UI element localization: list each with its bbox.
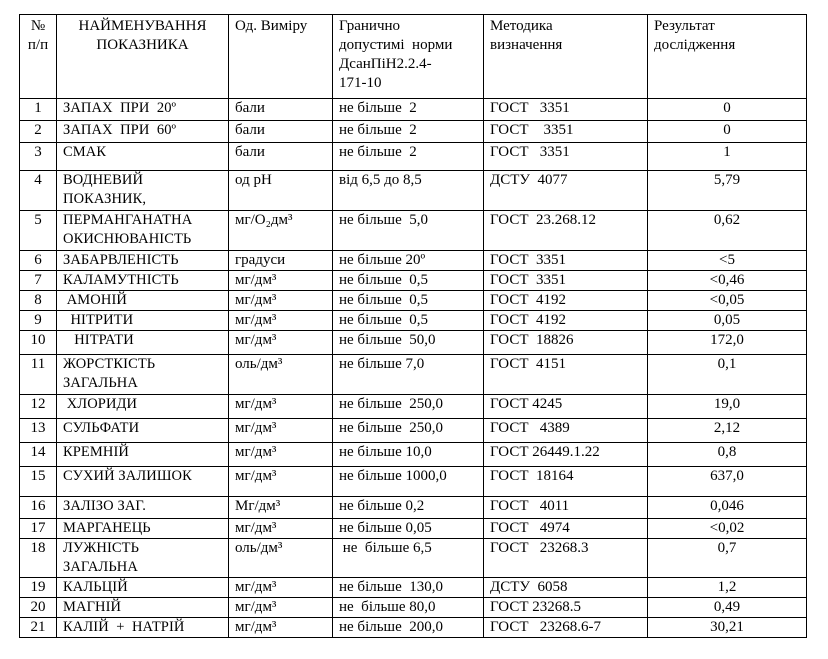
row-result: 637,0	[648, 467, 807, 497]
row-result: 2,12	[648, 419, 807, 443]
table-row	[20, 171, 807, 211]
row-indicator-name: МАГНІЙ	[57, 598, 229, 618]
row-number: 6	[20, 251, 57, 271]
row-method: ГОСТ 4974	[484, 519, 648, 539]
row-indicator-name: КРЕМНІЙ	[57, 443, 229, 467]
header-unit: Од. Виміру	[229, 15, 333, 99]
table-row	[20, 291, 807, 311]
row-unit: мг/дм³	[229, 311, 333, 331]
row-unit: Мг/дм³	[229, 497, 333, 519]
row-number: 14	[20, 443, 57, 467]
row-limit: не більше 2	[333, 121, 484, 143]
row-number: 12	[20, 395, 57, 419]
row-limit: не більше 50,0	[333, 331, 484, 355]
row-method: ГОСТ 4389	[484, 419, 648, 443]
row-number: 20	[20, 598, 57, 618]
table-row	[20, 618, 807, 638]
row-number: 2	[20, 121, 57, 143]
table-row	[20, 121, 807, 143]
row-unit: бали	[229, 99, 333, 121]
row-indicator-name: СУЛЬФАТИ	[57, 419, 229, 443]
row-number: 19	[20, 578, 57, 598]
header-indicator-name: НАЙМЕНУВАННЯ ПОКАЗНИКА	[57, 15, 229, 99]
row-indicator-name: ЗАПАХ ПРИ 60º	[57, 121, 229, 143]
row-limit: не більше 80,0	[333, 598, 484, 618]
row-result: 1	[648, 143, 807, 171]
table-row	[20, 467, 807, 497]
table-row	[20, 143, 807, 171]
table-row	[20, 539, 807, 578]
table-row	[20, 419, 807, 443]
row-indicator-name: АМОНІЙ	[57, 291, 229, 311]
row-number: 1	[20, 99, 57, 121]
row-result: <5	[648, 251, 807, 271]
row-number: 16	[20, 497, 57, 519]
row-result: 1,2	[648, 578, 807, 598]
water-analysis-table	[19, 14, 807, 638]
row-unit: мг/дм³	[229, 271, 333, 291]
row-result: 0	[648, 121, 807, 143]
row-number: 18	[20, 539, 57, 578]
row-unit: мг/дм³	[229, 419, 333, 443]
row-limit: від 6,5 до 8,5	[333, 171, 484, 211]
row-limit: не більше 10,0	[333, 443, 484, 467]
row-limit: не більше 250,0	[333, 395, 484, 419]
header-number: № п/п	[20, 15, 57, 99]
table-row	[20, 497, 807, 519]
table-row	[20, 311, 807, 331]
row-result: 0,49	[648, 598, 807, 618]
row-indicator-name: СМАК	[57, 143, 229, 171]
table-row	[20, 355, 807, 395]
row-result: <0,46	[648, 271, 807, 291]
row-limit: не більше 20º	[333, 251, 484, 271]
row-method: ГОСТ 4192	[484, 311, 648, 331]
table-row	[20, 519, 807, 539]
row-indicator-name: ПЕРМАНГАНАТНА ОКИСНЮВАНІСТЬ	[57, 211, 229, 251]
row-result: 0	[648, 99, 807, 121]
row-result: 5,79	[648, 171, 807, 211]
row-limit: не більше 200,0	[333, 618, 484, 638]
row-method: ГОСТ 3351	[484, 99, 648, 121]
table-header	[20, 15, 807, 99]
row-limit: не більше 2	[333, 99, 484, 121]
row-unit: мг/дм³	[229, 598, 333, 618]
row-method: ГОСТ 4192	[484, 291, 648, 311]
row-unit: мг/дм³	[229, 618, 333, 638]
row-limit: не більше 1000,0	[333, 467, 484, 497]
row-indicator-name: НІТРИТИ	[57, 311, 229, 331]
row-method: ГОСТ 23268.3	[484, 539, 648, 578]
row-result: 0,1	[648, 355, 807, 395]
row-limit: не більше 5,0	[333, 211, 484, 251]
table-row	[20, 271, 807, 291]
row-number: 11	[20, 355, 57, 395]
row-method: ГОСТ 18164	[484, 467, 648, 497]
row-number: 3	[20, 143, 57, 171]
row-number: 13	[20, 419, 57, 443]
row-method: ГОСТ 3351	[484, 251, 648, 271]
row-indicator-name: ХЛОРИДИ	[57, 395, 229, 419]
row-method: ГОСТ 23268.6-7	[484, 618, 648, 638]
row-indicator-name: ВОДНЕВИЙ ПОКАЗНИК,	[57, 171, 229, 211]
table-body	[20, 99, 807, 638]
row-indicator-name: ЛУЖНІСТЬ ЗАГАЛЬНА	[57, 539, 229, 578]
header-result: Результат дослідження	[648, 15, 807, 99]
row-unit: бали	[229, 121, 333, 143]
row-result: 0,046	[648, 497, 807, 519]
row-method: ГОСТ 23268.5	[484, 598, 648, 618]
row-limit: не більше 0,5	[333, 271, 484, 291]
row-limit: не більше 0,2	[333, 497, 484, 519]
row-result: 0,7	[648, 539, 807, 578]
row-limit: не більше 250,0	[333, 419, 484, 443]
row-limit: не більше 0,5	[333, 291, 484, 311]
row-indicator-name: КАЛАМУТНІСТЬ	[57, 271, 229, 291]
table-row	[20, 331, 807, 355]
row-number: 7	[20, 271, 57, 291]
row-method: ГОСТ 26449.1.22	[484, 443, 648, 467]
table-row	[20, 443, 807, 467]
row-result: 0,8	[648, 443, 807, 467]
row-limit: не більше 0,5	[333, 311, 484, 331]
row-method: ГОСТ 4151	[484, 355, 648, 395]
row-method: ГОСТ 23.268.12	[484, 211, 648, 251]
row-indicator-name: НІТРАТИ	[57, 331, 229, 355]
row-indicator-name: ЗАБАРВЛЕНІСТЬ	[57, 251, 229, 271]
row-result: 19,0	[648, 395, 807, 419]
row-indicator-name: МАРГАНЕЦЬ	[57, 519, 229, 539]
row-method: ГОСТ 18826	[484, 331, 648, 355]
row-number: 9	[20, 311, 57, 331]
row-method: ГОСТ 3351	[484, 143, 648, 171]
row-result: 0,05	[648, 311, 807, 331]
row-unit: мг/дм³	[229, 578, 333, 598]
row-unit: мг/О₂дм³	[229, 211, 333, 251]
table-row	[20, 251, 807, 271]
row-unit: од рН	[229, 171, 333, 211]
row-limit: не більше 130,0	[333, 578, 484, 598]
row-method: ДСТУ 4077	[484, 171, 648, 211]
table-row	[20, 578, 807, 598]
header-method: Методика визначення	[484, 15, 648, 99]
row-indicator-name: ЗАЛІЗО ЗАГ.	[57, 497, 229, 519]
row-indicator-name: КАЛЬЦІЙ	[57, 578, 229, 598]
row-method: ДСТУ 6058	[484, 578, 648, 598]
row-number: 21	[20, 618, 57, 638]
header-limit: Гранично допустимі норми ДсанПіН2.2.4- 171-10	[333, 15, 484, 99]
table-row	[20, 598, 807, 618]
row-result: 172,0	[648, 331, 807, 355]
row-result: 0,62	[648, 211, 807, 251]
row-unit: бали	[229, 143, 333, 171]
row-number: 15	[20, 467, 57, 497]
row-number: 4	[20, 171, 57, 211]
row-unit: мг/дм³	[229, 331, 333, 355]
row-method: ГОСТ 4245	[484, 395, 648, 419]
row-unit: мг/дм³	[229, 443, 333, 467]
row-limit: не більше 6,5	[333, 539, 484, 578]
row-result: <0,05	[648, 291, 807, 311]
row-unit: мг/дм³	[229, 467, 333, 497]
row-method: ГОСТ 3351	[484, 271, 648, 291]
row-indicator-name: ЖОРСТКІСТЬ ЗАГАЛЬНА	[57, 355, 229, 395]
row-number: 8	[20, 291, 57, 311]
row-method: ГОСТ 4011	[484, 497, 648, 519]
row-indicator-name: ЗАПАХ ПРИ 20º	[57, 99, 229, 121]
row-unit: оль/дм³	[229, 539, 333, 578]
row-unit: градуси	[229, 251, 333, 271]
row-method: ГОСТ 3351	[484, 121, 648, 143]
row-result: <0,02	[648, 519, 807, 539]
table-row	[20, 99, 807, 121]
row-unit: мг/дм³	[229, 291, 333, 311]
row-unit: мг/дм³	[229, 395, 333, 419]
row-limit: не більше 0,05	[333, 519, 484, 539]
row-unit: оль/дм³	[229, 355, 333, 395]
row-number: 10	[20, 331, 57, 355]
row-indicator-name: КАЛІЙ + НАТРІЙ	[57, 618, 229, 638]
table-row	[20, 211, 807, 251]
table-row	[20, 395, 807, 419]
row-limit: не більше 2	[333, 143, 484, 171]
row-number: 17	[20, 519, 57, 539]
row-number: 5	[20, 211, 57, 251]
row-result: 30,21	[648, 618, 807, 638]
row-unit: мг/дм³	[229, 519, 333, 539]
row-limit: не більше 7,0	[333, 355, 484, 395]
row-indicator-name: СУХИЙ ЗАЛИШОК	[57, 467, 229, 497]
